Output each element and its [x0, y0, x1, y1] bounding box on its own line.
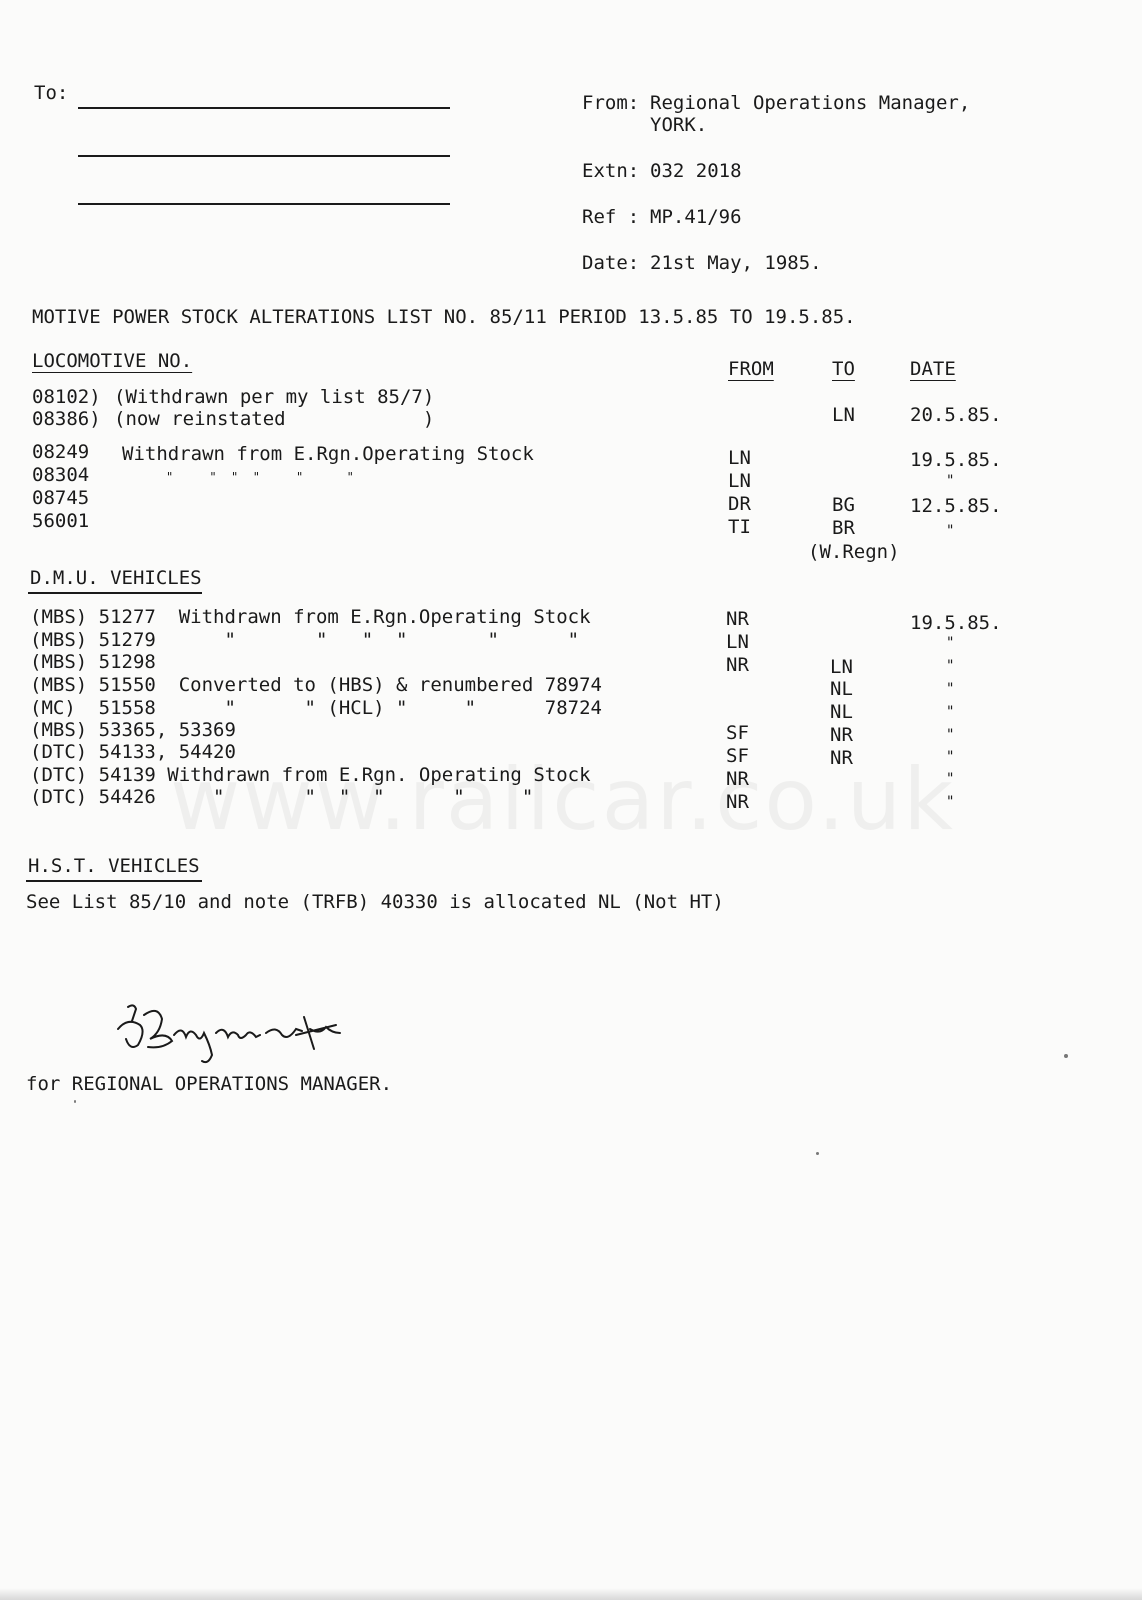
from-label: From: — [582, 92, 640, 114]
dmu-row: (MBS) 53365, 53369 — [30, 719, 236, 741]
ref-value: MP.41/96 — [650, 206, 742, 228]
column-from: FROM — [728, 358, 774, 380]
to-line-1 — [78, 107, 450, 109]
column-locomotive: LOCOMOTIVE NO. — [32, 350, 193, 372]
from-value-line-2: YORK. — [650, 114, 708, 136]
dmu-from: NR — [726, 791, 749, 813]
scan-speck — [74, 1100, 76, 1103]
date-label: Date: — [582, 252, 640, 274]
column-date: DATE — [910, 358, 956, 380]
loco-description: (now reinstated ) — [114, 408, 435, 430]
dmu-heading-rule — [28, 592, 202, 594]
dmu-to: NL — [830, 678, 853, 700]
dmu-to: NR — [830, 724, 853, 746]
dmu-date: " — [946, 749, 955, 765]
loco-to-region: (W.Regn) — [808, 541, 900, 563]
dmu-to: NL — [830, 701, 853, 723]
dmu-row: (MBS) 51277 Withdrawn from E.Rgn.Operating Stock — [30, 606, 591, 628]
loco-from: LN — [728, 470, 751, 492]
extn-label: Extn: — [582, 160, 640, 182]
ref-label: Ref : — [582, 206, 640, 228]
dmu-date: " — [946, 771, 955, 787]
dmu-date: " — [946, 794, 955, 810]
column-to: TO — [832, 358, 855, 380]
loco-number: 56001 — [32, 510, 90, 532]
loco-to: LN — [832, 404, 855, 426]
loco-from: DR — [728, 493, 751, 515]
loco-description: " " " " " " — [166, 470, 354, 484]
to-label: To: — [34, 82, 69, 104]
signoff-text: for REGIONAL OPERATIONS MANAGER. — [26, 1073, 393, 1095]
dmu-row: (DTC) 54426 " " " " " " — [30, 786, 534, 808]
dmu-row: (MBS) 51298 — [30, 651, 156, 673]
loco-description: (Withdrawn per my list 85/7) — [114, 386, 435, 408]
watermark — [170, 750, 955, 850]
dmu-date: " — [946, 635, 955, 651]
scan-speck — [1064, 1054, 1068, 1058]
dmu-from: LN — [726, 631, 749, 653]
loco-number: 08745 — [32, 487, 90, 509]
loco-date: " — [946, 473, 955, 489]
dmu-date: " — [946, 704, 955, 720]
loco-number: 08304 — [32, 464, 90, 486]
scan-bottom-edge — [0, 1588, 1142, 1600]
dmu-row: (MBS) 51279 " " " " " " — [30, 629, 580, 651]
loco-date: 19.5.85. — [910, 449, 1002, 471]
dmu-from: SF — [726, 722, 749, 744]
dmu-date: " — [946, 658, 955, 674]
dmu-from: NR — [726, 608, 749, 630]
loco-number: 08386) — [32, 408, 101, 430]
dmu-from: SF — [726, 745, 749, 767]
hst-heading-rule — [26, 880, 202, 882]
loco-description: Withdrawn from E.Rgn.Operating Stock — [122, 443, 534, 465]
loco-date: 12.5.85. — [910, 495, 1002, 517]
dmu-date: 19.5.85. — [910, 612, 1002, 634]
dmu-row: (DTC) 54139 Withdrawn from E.Rgn. Operating Stock — [30, 764, 591, 786]
dmu-from: NR — [726, 768, 749, 790]
dmu-to: NR — [830, 747, 853, 769]
from-value-line-1: Regional Operations Manager, — [650, 92, 971, 114]
dmu-date: " — [946, 681, 955, 697]
date-value: 21st May, 1985. — [650, 252, 822, 274]
loco-date: " — [946, 523, 955, 539]
hst-note: See List 85/10 and note (TRFB) 40330 is allocated NL (Not HT) — [26, 891, 724, 913]
extn-value: 032 2018 — [650, 160, 742, 182]
to-line-2 — [78, 155, 450, 157]
dmu-row: (DTC) 54133, 54420 — [30, 741, 236, 763]
dmu-from: NR — [726, 654, 749, 676]
loco-number: 08102) — [32, 386, 101, 408]
document-title: MOTIVE POWER STOCK ALTERATIONS LIST NO. 85/11 PERIOD 13.5.85 TO 19.5.85. — [32, 306, 856, 328]
loco-to: BR — [832, 517, 855, 539]
dmu-row: (MC) 51558 " " (HCL) " " 78724 — [30, 697, 602, 719]
loco-number: 08249 — [32, 441, 90, 463]
loco-from: LN — [728, 447, 751, 469]
to-line-3 — [78, 203, 450, 205]
dmu-heading: D.M.U. VEHICLES — [30, 567, 202, 589]
loco-date: 20.5.85. — [910, 404, 1002, 426]
loco-to: BG — [832, 494, 855, 516]
dmu-date: " — [946, 727, 955, 743]
scan-speck — [816, 1152, 819, 1155]
signature-icon — [100, 995, 360, 1085]
dmu-to: LN — [830, 656, 853, 678]
loco-from: TI — [728, 516, 751, 538]
dmu-row: (MBS) 51550 Converted to (HBS) & renumbered 78974 — [30, 674, 602, 696]
hst-heading: H.S.T. VEHICLES — [28, 855, 200, 877]
